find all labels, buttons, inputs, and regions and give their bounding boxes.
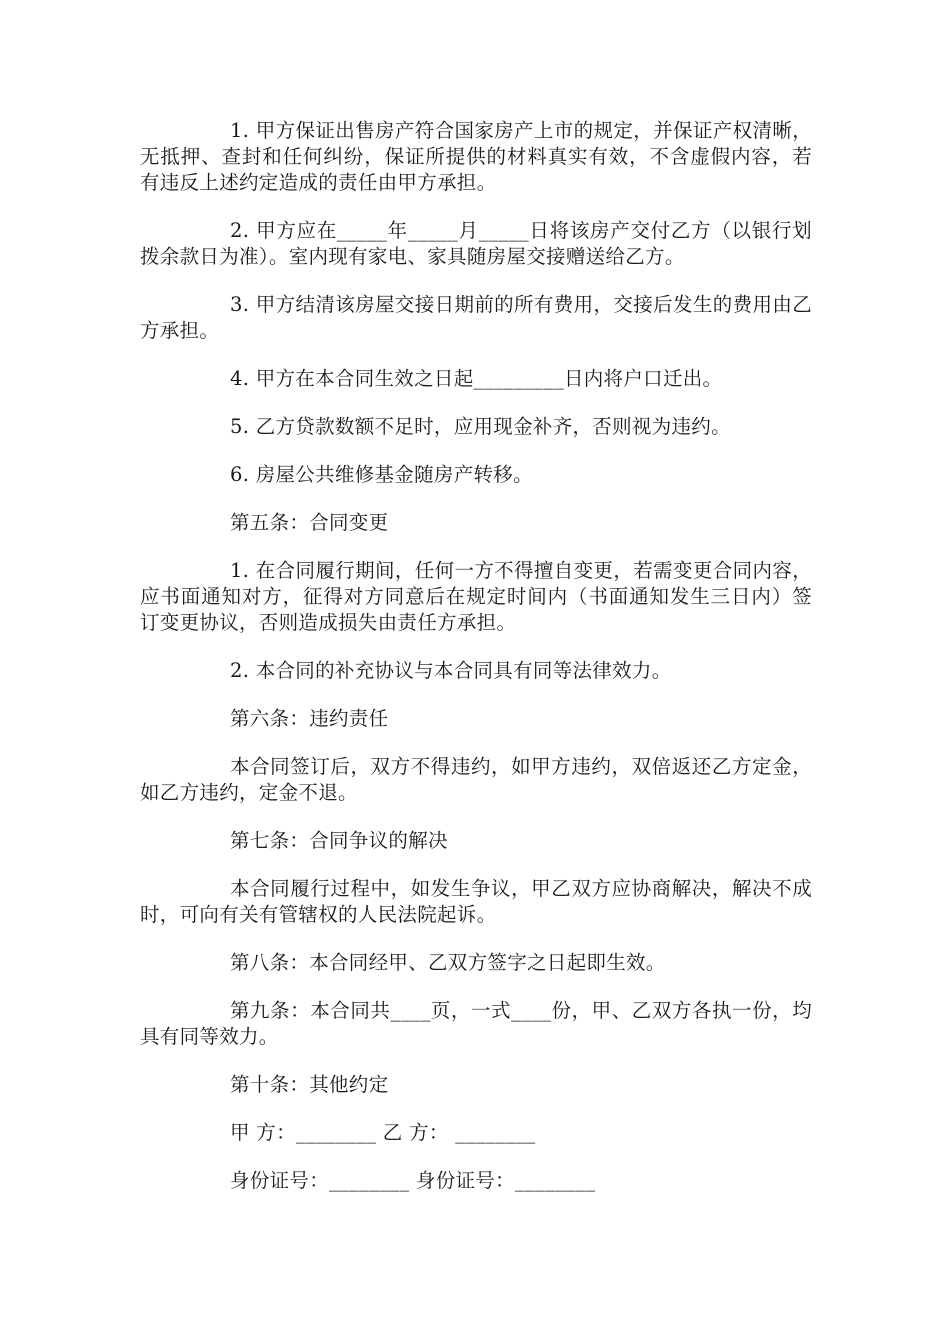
signature-parties-line: 甲 方：________ 乙 方： ________ [230,1121,536,1144]
article-9: 第九条：本合同共____页，一式____份，甲、乙双方各执一份，均具有同等效力。 [140,999,812,1048]
clause-5-loan-shortfall: 5. 乙方贷款数额不足时，应用现金补齐，否则视为违约。 [230,415,731,438]
clause-4-household-registration: 4. 甲方在本合同生效之日起_________日内将户口迁出。 [230,367,723,390]
article-5-item-2: 2. 本合同的补充协议与本合同具有同等法律效力。 [230,659,672,682]
article-7-heading: 第七条：合同争议的解决 [230,829,448,852]
article-10-heading: 第十条：其他约定 [230,1073,389,1096]
clause-1-seller-guarantee: 1. 甲方保证出售房产符合国家房产上市的规定，并保证产权清晰，无抵押、查封和任何纠纷，保证所提供的材料真实有效，不含虚假内容，若有违反上述约定造成的责任由甲方承担。 [140,119,812,194]
clause-6-maintenance-fund: 6. 房屋公共维修基金随房产转移。 [230,463,533,486]
clause-2-delivery-date: 2. 甲方应在_____年_____月_____日将该房产交付乙方（以银行划拨余款日为准）。室内现有家电、家具随房屋交接赠送给乙方。 [140,219,812,268]
id-number-line: 身份证号：________ 身份证号：________ [230,1169,596,1192]
article-8: 第八条：本合同经甲、乙双方签字之日起即生效。 [230,951,666,974]
clause-3-fees: 3. 甲方结清该房屋交接日期前的所有费用，交接后发生的费用由乙方承担。 [140,293,812,342]
article-7-body: 本合同履行过程中，如发生争议，甲乙双方应协商解决，解决不成时，可向有关有管辖权的人民法院起诉。 [140,877,812,926]
article-6-body: 本合同签订后，双方不得违约，如甲方违约，双倍返还乙方定金，如乙方违约，定金不退。 [140,755,812,804]
article-5-item-1: 1. 在合同履行期间，任何一方不得擅自变更，若需变更合同内容，应书面通知对方，征得对方同意后在规定时间内（书面通知发生三日内）签订变更协议，否则造成损失由责任方承担。 [140,559,812,634]
article-6-heading: 第六条：违约责任 [230,707,389,730]
contract-page [140,118,812,1216]
article-5-heading: 第五条：合同变更 [230,511,389,534]
